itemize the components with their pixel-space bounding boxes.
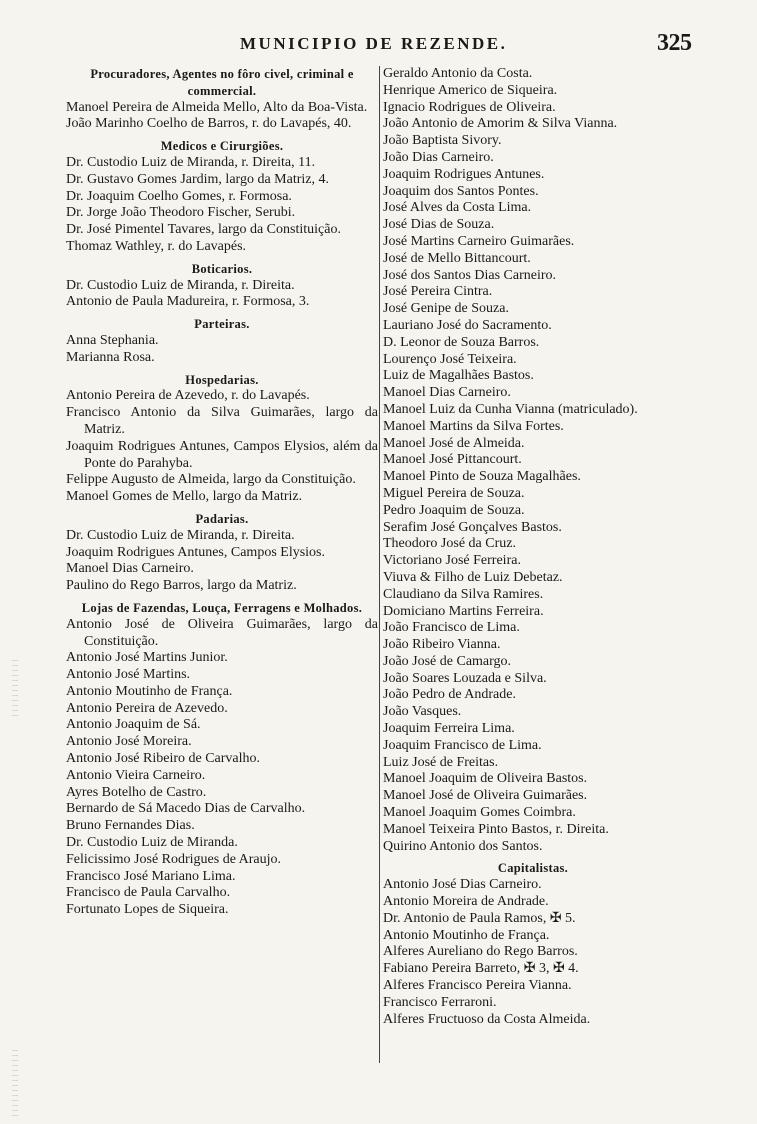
directory-entry: Felicissimo José Rodrigues de Araujo.: [66, 851, 282, 867]
directory-entry: Francisco Antonio da Silva Guimarães, largo da Matriz.: [66, 405, 378, 437]
directory-entry: Bernardo de Sá Macedo Dias de Carvalho.: [66, 801, 306, 817]
directory-entry: Antonio de Paula Madureira, r. Formosa, 3.: [66, 294, 310, 310]
directory-entry: Manoel Gomes de Mello, largo da Matriz.: [66, 489, 303, 505]
directory-entry: João Marinho Coelho de Barros, r. do Lavapés, 40.: [66, 116, 352, 132]
directory-entry: Dr. José Pimentel Tavares, largo da Constituição.: [66, 222, 341, 238]
directory-entry: João Pedro de Andrade.: [383, 687, 516, 703]
directory-entry: Joaquim Rodrigues Antunes, Campos Elysios, além da Ponte do Parahyba.: [66, 438, 378, 471]
directory-entry: João Vasques.: [383, 704, 462, 720]
directory-entry: Theodoro José da Cruz.: [383, 536, 516, 552]
directory-entry: Antonio Pereira de Azevedo, r. do Lavapés.: [66, 388, 310, 404]
directory-entry: Manoel Pinto de Souza Magalhães.: [383, 469, 581, 485]
directory-entry: Henrique Americo de Siqueira.: [383, 82, 558, 98]
directory-entry: Felippe Augusto de Almeida, largo da Constituição.: [66, 472, 356, 488]
directory-entry: José de Mello Bittancourt.: [383, 250, 531, 266]
directory-entry: Dr. Custodio Luiz de Miranda, r. Direita.: [66, 277, 295, 293]
directory-entry: Antonio Moreira de Andrade.: [383, 894, 549, 910]
directory-entry: Serafim José Gonçalves Bastos.: [383, 519, 562, 535]
margin-noise: [12, 1050, 18, 1120]
left-column: [66, 66, 378, 919]
directory-entry: Antonio José Ribeiro de Carvalho.: [66, 751, 261, 767]
page-title: MUNICIPIO DE REZENDE.: [240, 34, 508, 53]
directory-entry: José Pereira Cintra.: [383, 284, 493, 300]
directory-entry: Antonio José de Oliveira Guimarães, largo da Constituição.: [66, 616, 378, 649]
directory-entry: Luiz José de Freitas.: [383, 754, 499, 770]
section-heading: Lojas de Fazendas, Louça, Ferragens e Molhados.: [81, 600, 363, 615]
directory-entry: João Baptista Sivory.: [383, 133, 502, 149]
page-number: 325: [657, 30, 692, 56]
directory-entry: Luiz de Magalhães Bastos.: [383, 368, 534, 384]
directory-entry: Joaquim Rodrigues Antunes.: [383, 166, 545, 182]
directory-entry: Manoel Martins da Silva Fortes.: [383, 418, 564, 434]
directory-entry: Manoel Dias Carneiro.: [66, 561, 194, 577]
directory-entry: Antonio José Martins Junior.: [66, 650, 228, 666]
directory-entry: Antonio Moutinho de França.: [383, 927, 550, 943]
directory-entry: Manoel Teixeira Pinto Bastos, r. Direita.: [383, 821, 609, 837]
right-column: [383, 66, 683, 1028]
directory-entry: Joaquim Ferreira Lima.: [383, 721, 515, 737]
directory-entry: Francisco Ferraroni.: [383, 994, 497, 1010]
directory-entry: João Ribeiro Vianna.: [383, 637, 501, 653]
directory-entry: Dr. Jorge João Theodoro Fischer, Serubi.: [66, 205, 296, 221]
directory-entry: Fabiano Pereira Barreto, ✠ 3, ✠ 4.: [383, 961, 579, 977]
directory-entry: Ignacio Rodrigues de Oliveira.: [383, 99, 556, 115]
directory-entry: Quirino Antonio dos Santos.: [383, 838, 543, 854]
directory-entry: Marianna Rosa.: [66, 349, 155, 365]
directory-entry: Joaquim Francisco de Lima.: [383, 737, 542, 753]
directory-entry: Antonio Vieira Carneiro.: [66, 767, 206, 783]
directory-entry: Viuva & Filho de Luiz Debetaz.: [383, 569, 563, 585]
directory-entry: Manoel José Pittancourt.: [383, 452, 522, 468]
directory-entry: Manoel Pereira de Almeida Mello, Alto da Boa-Vista.: [66, 99, 368, 115]
section-heading: Capitalistas.: [497, 861, 569, 876]
directory-entry: Antonio Moutinho de França.: [66, 683, 233, 699]
directory-entry: Anna Stephania.: [66, 332, 159, 348]
directory-entry: Lourenço José Teixeira.: [383, 351, 517, 367]
directory-entry: Manoel Dias Carneiro.: [383, 385, 511, 401]
directory-entry: Alferes Fructuoso da Costa Almeida.: [383, 1011, 591, 1027]
directory-entry: Victoriano José Ferreira.: [383, 553, 521, 569]
section-heading: Hospedarias.: [185, 372, 259, 387]
column-divider: [379, 66, 380, 1063]
directory-entry: Francisco de Paula Carvalho.: [66, 885, 231, 901]
directory-entry: Dr. Custodio Luiz de Miranda, r. Direita, 11.: [66, 154, 316, 170]
directory-entry: José dos Santos Dias Carneiro.: [383, 267, 557, 283]
directory-entry: Joaquim Rodrigues Antunes, Campos Elysios.: [66, 544, 325, 560]
directory-entry: Manoel José de Almeida.: [383, 435, 525, 451]
directory-entry: Francisco José Mariano Lima.: [66, 868, 236, 884]
margin-noise: [12, 660, 18, 720]
directory-entry: Lauriano José do Sacramento.: [383, 317, 552, 333]
directory-entry: João Francisco de Lima.: [383, 620, 520, 636]
section-heading: Parteiras.: [194, 317, 250, 332]
directory-entry: Antonio José Moreira.: [66, 734, 192, 750]
directory-entry: D. Leonor de Souza Barros.: [383, 334, 540, 350]
directory-entry: José Genipe de Souza.: [383, 301, 509, 317]
section-heading: Boticarios.: [191, 261, 253, 276]
directory-entry: Dr. Joaquim Coelho Gomes, r. Formosa.: [66, 188, 292, 204]
directory-entry: Bruno Fernandes Dias.: [66, 818, 195, 834]
section-heading: Procuradores, Agentes no fôro civel, criminal e commercial.: [90, 67, 354, 98]
directory-entry: José Dias de Souza.: [383, 217, 495, 233]
directory-entry: Antonio José Dias Carneiro.: [383, 877, 542, 893]
directory-entry: Antonio Pereira de Azevedo.: [66, 700, 228, 716]
page-header: [0, 30, 757, 60]
directory-entry: Paulino do Rego Barros, largo da Matriz.: [66, 578, 297, 594]
directory-entry: José Alves da Costa Lima.: [383, 200, 532, 216]
directory-entry: João José de Camargo.: [383, 653, 512, 669]
directory-entry: Manoel Joaquim Gomes Coimbra.: [383, 805, 576, 821]
directory-entry: Miguel Pereira de Souza.: [383, 485, 525, 501]
directory-entry: José Martins Carneiro Guimarães.: [383, 233, 575, 249]
directory-entry: João Soares Louzada e Silva.: [383, 670, 547, 686]
directory-entry: Fortunato Lopes de Siqueira.: [66, 902, 229, 918]
directory-entry: Claudiano da Silva Ramires.: [383, 586, 544, 602]
directory-entry: João Dias Carneiro.: [383, 149, 494, 165]
directory-entry: Dr. Custodio Luiz de Miranda.: [66, 835, 238, 851]
directory-entry: Domiciano Martins Ferreira.: [383, 603, 544, 619]
directory-entry: João Antonio de Amorim & Silva Vianna.: [383, 116, 618, 132]
directory-entry: Dr. Gustavo Gomes Jardim, largo da Matriz, 4.: [66, 171, 329, 187]
directory-entry: Joaquim dos Santos Pontes.: [383, 183, 539, 199]
directory-entry: Manoel Joaquim de Oliveira Bastos.: [383, 771, 588, 787]
directory-entry: Manoel José de Oliveira Guimarães.: [383, 788, 588, 804]
directory-entry: Manoel Luiz da Cunha Vianna (matriculado).: [383, 401, 638, 417]
directory-entry: Alferes Francisco Pereira Vianna.: [383, 978, 572, 994]
directory-entry: Alferes Aureliano do Rego Barros.: [383, 944, 578, 960]
directory-entry: Antonio José Martins.: [66, 667, 191, 683]
directory-entry: Pedro Joaquim de Souza.: [383, 502, 525, 518]
directory-entry: Dr. Custodio Luiz de Miranda, r. Direita.: [66, 527, 295, 543]
directory-entry: Dr. Antonio de Paula Ramos, ✠ 5.: [383, 910, 576, 926]
directory-entry: Ayres Botelho de Castro.: [66, 784, 207, 800]
directory-entry: Geraldo Antonio da Costa.: [383, 66, 533, 81]
directory-entry: Thomaz Wathley, r. do Lavapés.: [66, 238, 247, 254]
section-heading: Padarias.: [195, 511, 249, 526]
directory-entry: Antonio Joaquim de Sá.: [66, 717, 201, 733]
section-heading: Medicos e Cirurgiões.: [160, 139, 284, 154]
